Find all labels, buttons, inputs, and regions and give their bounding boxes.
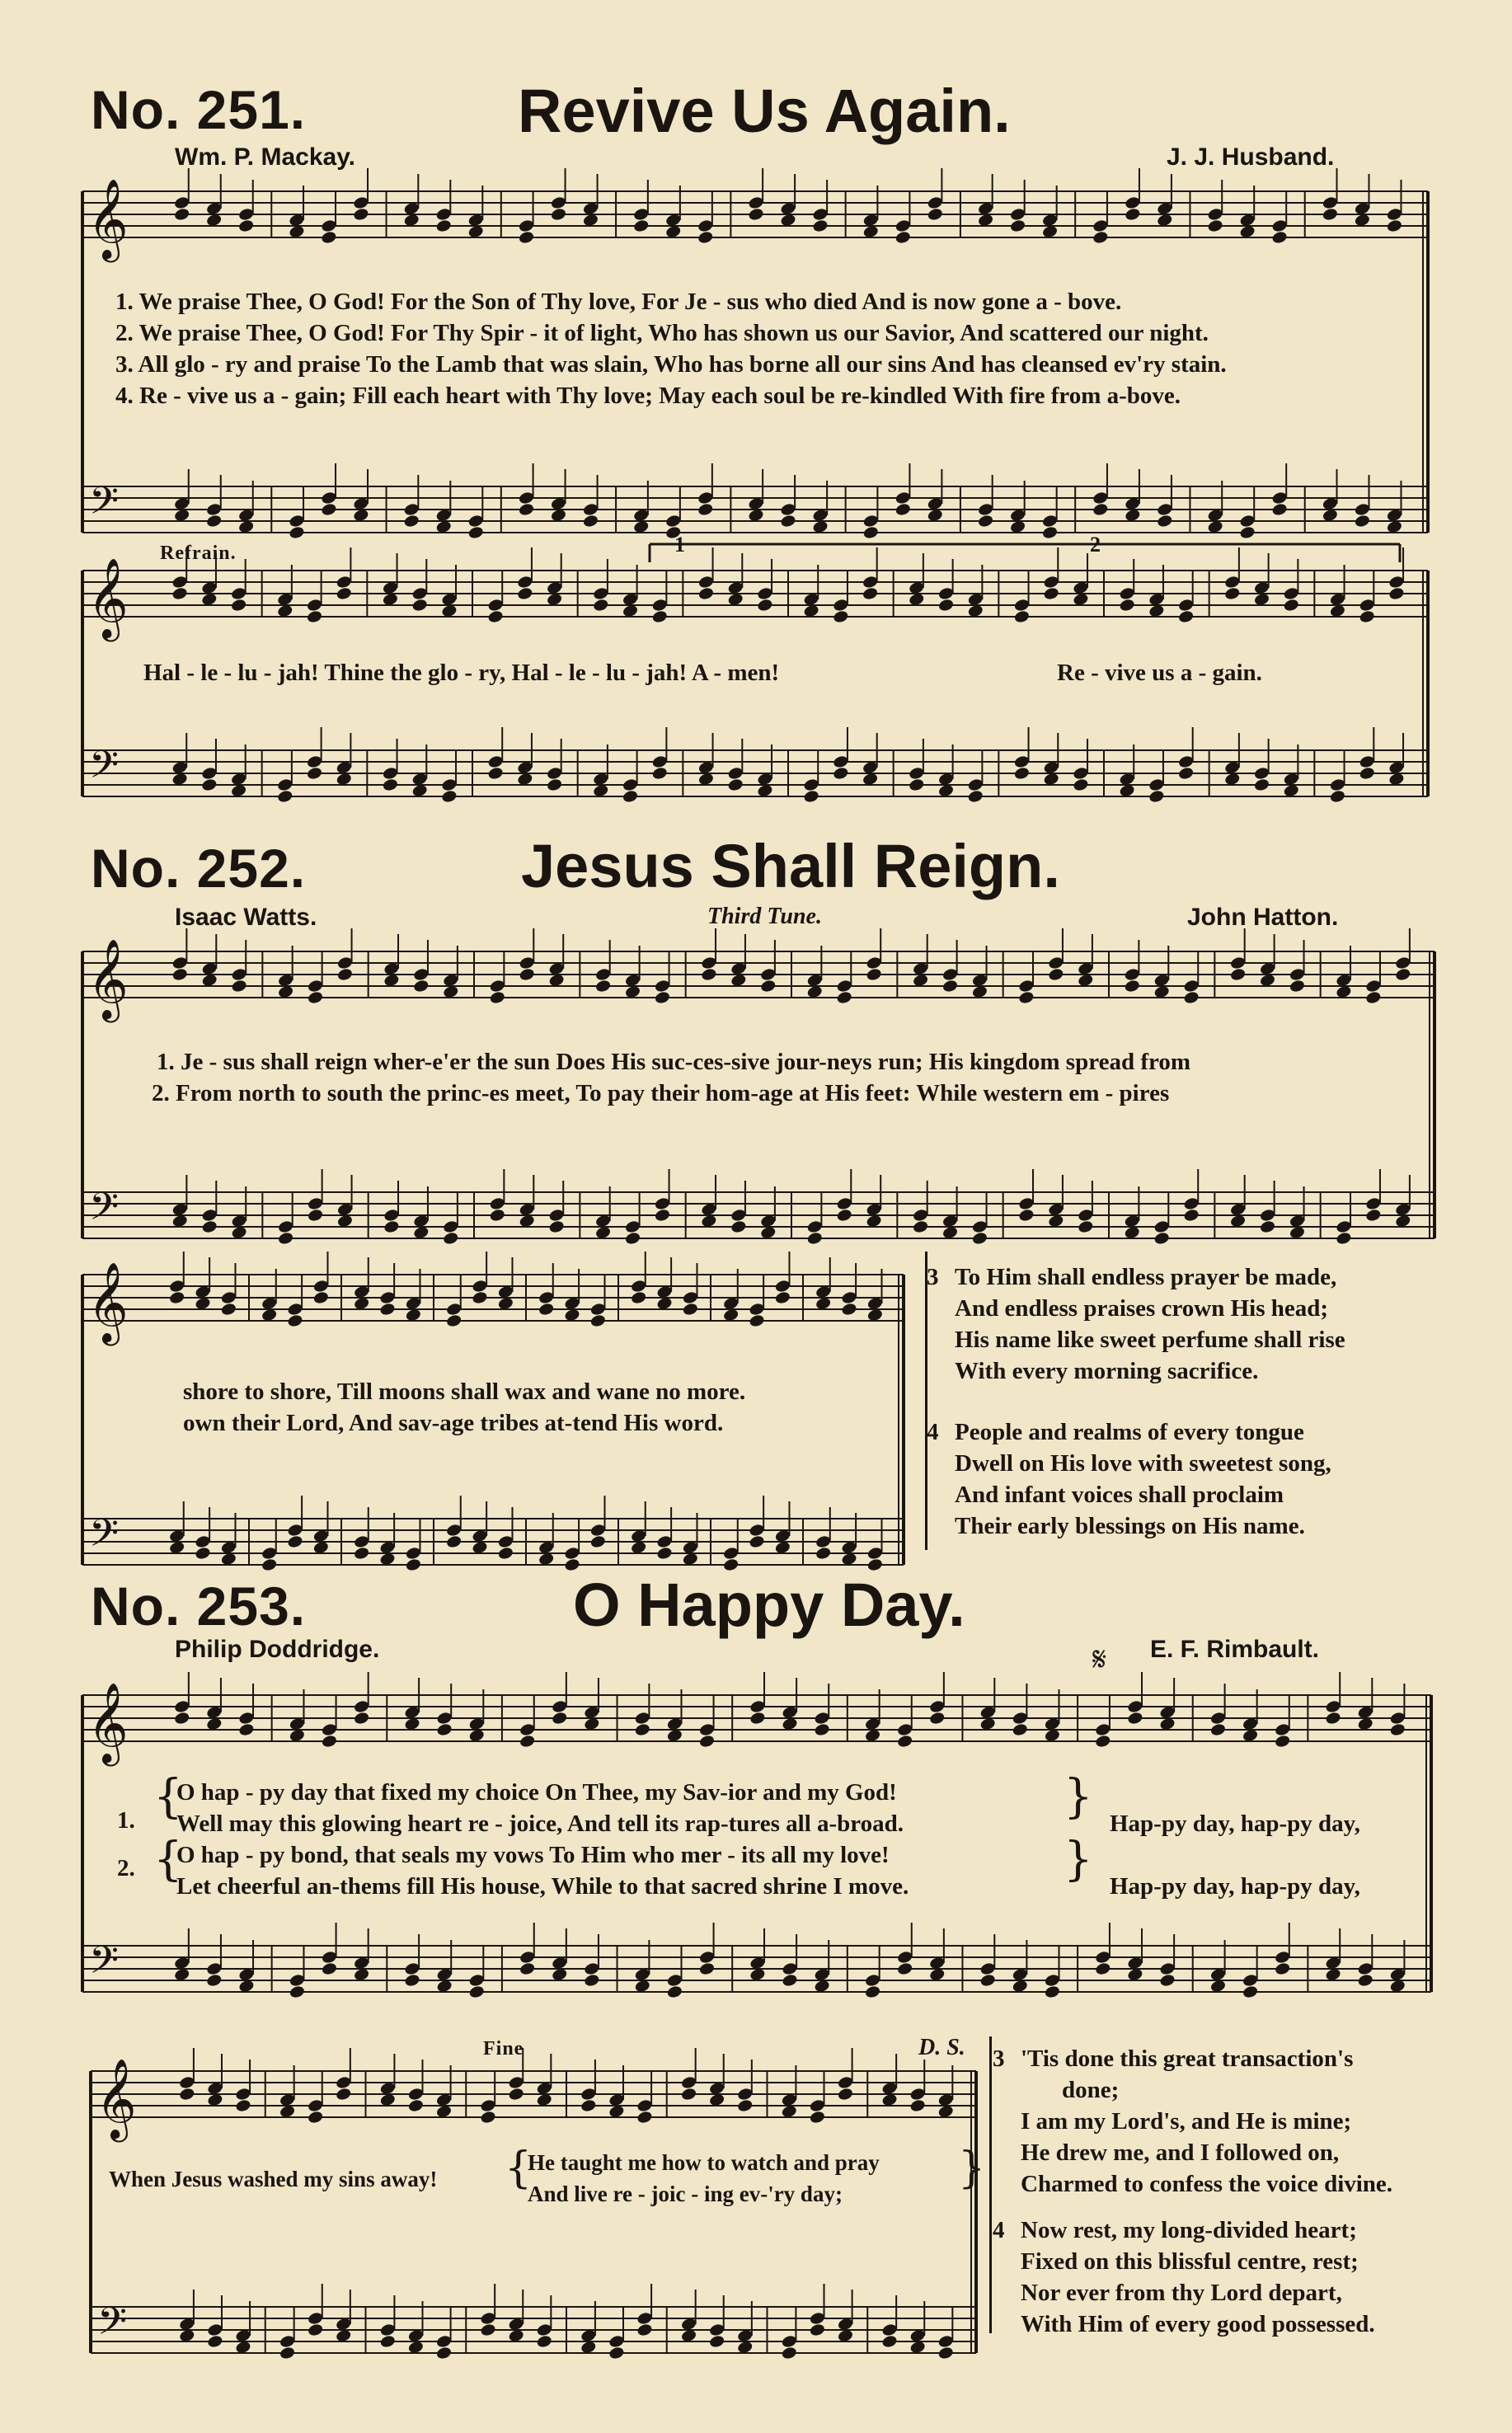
hymn-number: No. 252. (91, 838, 307, 899)
svg-text:𝄞: 𝄞 (87, 938, 129, 1019)
refrain-label: Refrain. (160, 542, 237, 564)
refrain-line-b1: He taught me how to watch and pray (528, 2150, 880, 2175)
hymn-author: Isaac Watts. (175, 904, 317, 931)
svg-text:𝄞: 𝄞 (87, 178, 129, 259)
stanza-line: Charmed to confess the voice divine. (1021, 2171, 1393, 2197)
stanza-line: Their early blessings on His name. (955, 1513, 1305, 1539)
svg-text:𝄢: 𝄢 (89, 1511, 120, 1565)
verse-cont-line-1: shore to shore, Till moons shall wax and wane no more. (183, 1379, 746, 1405)
stanza-number: 4 (927, 1419, 939, 1445)
verse-brace-close: } (1064, 1833, 1093, 1886)
stanza-number: 4 (993, 2217, 1005, 2243)
stanza-line: Now rest, my long-divided heart; (1021, 2217, 1357, 2243)
hymn-composer: E. F. Rimbault. (1150, 1636, 1320, 1663)
hymn-composer: John Hatton. (1187, 904, 1339, 931)
stanza-line: People and realms of every tongue (955, 1419, 1304, 1445)
svg-text:𝄢: 𝄢 (89, 1938, 120, 1992)
verse-number: 2. (117, 1855, 135, 1881)
svg-text:𝄞: 𝄞 (87, 1261, 129, 1342)
ending-2: 2 (1090, 533, 1101, 557)
column-divider (989, 2036, 992, 2333)
ending-1: 1 (674, 533, 685, 557)
refrain-start-2: Hap-py day, hap-py day, (1110, 1873, 1360, 1900)
verse-brace: { (153, 1833, 183, 1886)
stanza-line: done; (1062, 2077, 1120, 2103)
hymn-number: No. 253. (91, 1576, 307, 1637)
verse-line-2: 2. We praise Thee, O God! For Thy Spir - it of light, Who has shown us our Savior, And scattered our night. (115, 320, 1209, 346)
refrain-brace: { (505, 2144, 533, 2193)
ds-mark: D. S. (918, 2035, 965, 2060)
stanza-line: 'Tis done this great transaction's (1021, 2046, 1354, 2072)
svg-text:𝄢: 𝄢 (97, 2299, 128, 2353)
refrain-line-b2: And live re - joic - ing ev-'ry day; (528, 2182, 843, 2206)
verse-line-1: O hap - py day that fixed my choice On Thee, my Sav-ior and my God! (176, 1779, 897, 1806)
svg-text:𝄞: 𝄞 (87, 557, 129, 638)
stanza-4-block (993, 2215, 1504, 2340)
stanza-number: 3 (993, 2046, 1005, 2072)
svg-text:𝄞: 𝄞 (87, 1682, 129, 1763)
stanza-line: Nor ever from thy Lord depart, (1021, 2280, 1342, 2306)
stanza-line: To Him shall endless prayer be made, (955, 1264, 1337, 1290)
hymn-author: Philip Doddridge. (175, 1636, 380, 1663)
hymn-tune: Third Tune. (707, 904, 822, 929)
stanza-line: With Him of every good possessed. (1021, 2311, 1375, 2337)
svg-text:𝄢: 𝄢 (89, 479, 120, 533)
svg-text:𝄞: 𝄞 (96, 2058, 137, 2139)
stanza-line: Fixed on this blissful centre, rest; (1021, 2248, 1359, 2275)
svg-text:𝄢: 𝄢 (89, 743, 120, 796)
verse-line-4: 4. Re - vive us a - gain; Fill each heart with Thy love; May each soul be re-kindled With fire from a-bove. (115, 383, 1181, 409)
segno-icon: 𝄋 (1092, 1641, 1107, 1679)
verse-cont-line-2: own their Lord, And sav-age tribes at-tend His word. (183, 1410, 724, 1436)
verse-line-1b: Well may this glowing heart re - joice, And tell its rap-tures all a-broad. (176, 1811, 904, 1837)
hymn-title: Jesus Shall Reign. (521, 832, 1060, 900)
stanza-line: And endless praises crown His head; (955, 1295, 1329, 1322)
stanza-line: He drew me, and I followed on, (1021, 2139, 1340, 2166)
hymn-author: Wm. P. Mackay. (175, 143, 355, 171)
refrain-lyrics-ending: Re - vive us a - gain. (1057, 660, 1262, 686)
hymn-composer: J. J. Husband. (1167, 143, 1335, 171)
stanza-line: With every morning sacrifice. (955, 1358, 1259, 1384)
verse-line-1: 1. We praise Thee, O God! For the Son of Thy love, For Je - sus who died And is now gone a - bove. (115, 289, 1122, 315)
verse-number: 1. (117, 1807, 135, 1834)
verse-line-2: 2. From north to south the princ-es meet, To pay their hom-age at His feet: While western em - pires (152, 1080, 1170, 1106)
stanza-line: I am my Lord's, and He is mine; (1021, 2108, 1352, 2135)
verse-line-2: O hap - py bond, that seals my vows To Him who mer - its all my love! (176, 1842, 890, 1868)
svg-text:𝄢: 𝄢 (89, 1185, 120, 1238)
hymn-title: O Happy Day. (573, 1571, 965, 1639)
verse-brace: { (153, 1770, 183, 1824)
hymn-number: No. 251. (91, 79, 307, 140)
fine-mark: Fine (483, 2038, 524, 2060)
stanza-line: His name like sweet perfume shall rise (955, 1327, 1345, 1353)
hymn-title: Revive Us Again. (518, 77, 1011, 145)
stanza-line: And infant voices shall proclaim (955, 1482, 1284, 1508)
refrain-brace-close: } (958, 2144, 986, 2193)
refrain-lyrics: Hal - le - lu - jah! Thine the glo - ry, Hal - le - lu - jah! A - men! (143, 660, 780, 686)
refrain-start-1: Hap-py day, hap-py day, (1110, 1811, 1360, 1837)
verse-brace-close: } (1064, 1770, 1093, 1824)
verse-line-1: 1. Je - sus shall reign wher-e'er the sun Does His suc-ces-sive jour-neys run; His kingdom spread from (157, 1049, 1190, 1075)
stanza-line: Dwell on His love with sweetest song, (955, 1450, 1331, 1477)
stanza-number: 3 (927, 1264, 939, 1290)
verse-line-2b: Let cheerful an-thems fill His house, While to that sacred shrine I move. (176, 1873, 909, 1900)
stanza-3-block (993, 2043, 1504, 2200)
verse-line-3: 3. All glo - ry and praise To the Lamb that was slain, Who has borne all our sins And has cleansed ev'ry stain. (115, 351, 1227, 378)
refrain-line-a: When Jesus washed my sins away! (109, 2167, 438, 2191)
